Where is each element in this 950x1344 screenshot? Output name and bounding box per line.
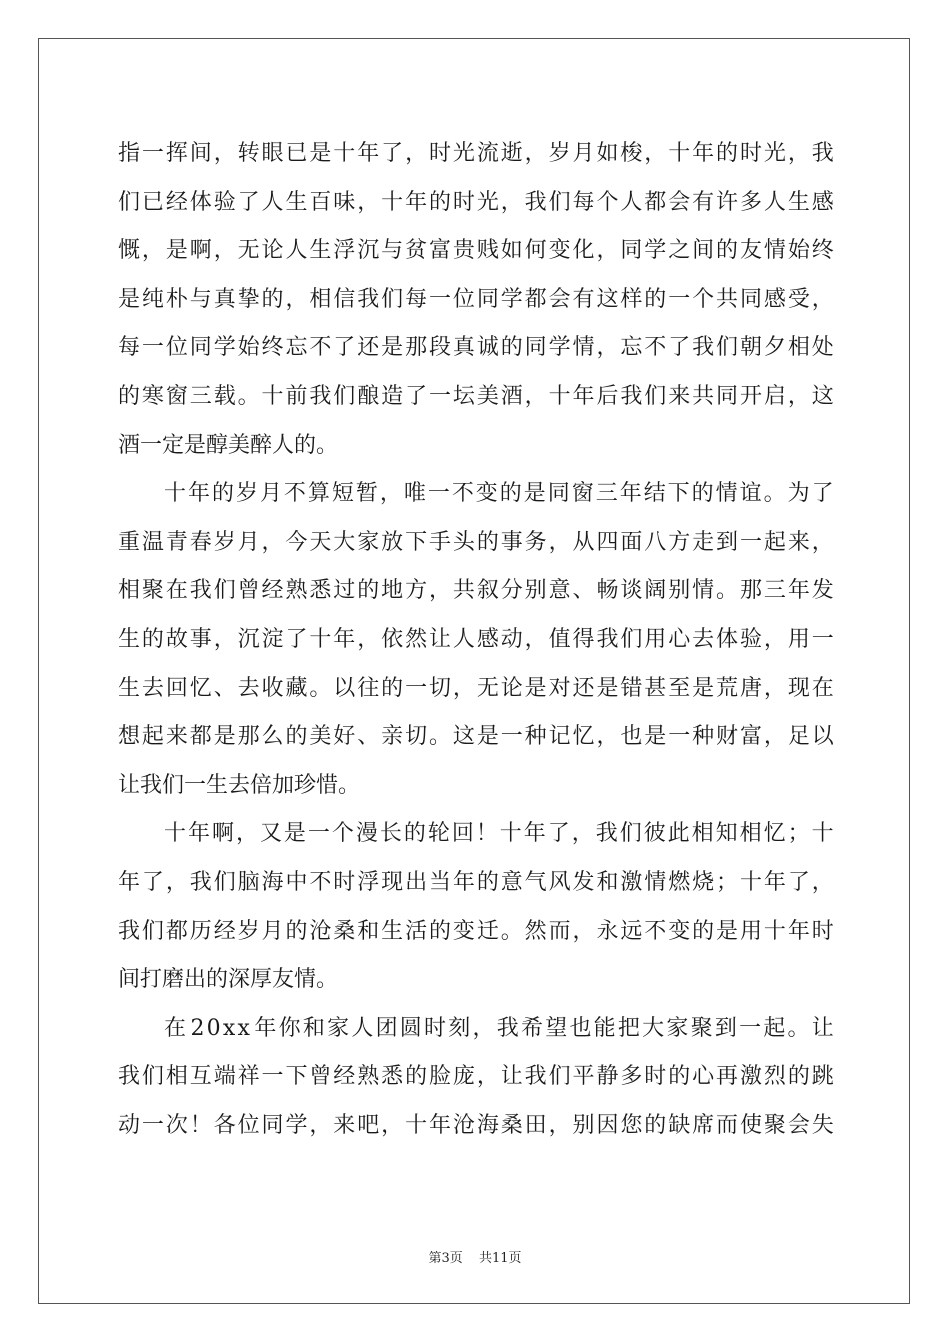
paragraph — [118, 1005, 834, 1151]
text-line: 的 寒 窗 三 载 。 十 前 我 们 酿 造 了 一 坛 美 酒 ， 十 年 后 我 们 来 共 同 开 启 ， 这 — [118, 383, 834, 409]
text-line: 在 2 0 x x 年 你 和 家 人 团 圆 时 刻 ， 我 希 望 也 能 把 大 家 聚 到 一 起 。 让 — [164, 1015, 834, 1041]
text-line: 生 的 故 事 ， 沉 淀 了 十 年 ， 依 然 让 人 感 动 ， 值 得 我 们 用 心 去 体 验 ， 用 一 — [118, 626, 834, 652]
text-line: 间打磨出的深厚友情。 — [118, 967, 339, 993]
page-number: 第3页 — [428, 1251, 463, 1266]
paragraph — [118, 470, 834, 810]
page-total: 共11页 — [478, 1251, 522, 1266]
text-line: 我 们 相 互 端 祥 一 下 曾 经 熟 悉 的 脸 庞 ， 让 我 们 平 静 多 时 的 心 再 激 烈 的 跳 — [118, 1064, 834, 1090]
text-line: 动 一 次 ！ 各 位 同 学 ， 来 吧 ， 十 年 沧 海 桑 田 ， 别 因 您 的 缺 席 而 使 聚 会 失 — [118, 1112, 834, 1138]
paragraph — [118, 130, 834, 470]
page-footer — [0, 1247, 950, 1266]
text-line: 慨 ， 是 啊 ， 无 论 人 生 浮 沉 与 贫 富 贵 贱 如 何 变 化 ， 同 学 之 间 的 友 情 始 终 — [118, 238, 834, 264]
text-line: 年 了 ， 我 们 脑 海 中 不 时 浮 现 出 当 年 的 意 气 风 发 和 激 情 燃 烧 ； 十 年 了 ， — [118, 869, 834, 895]
paragraph — [118, 810, 834, 1004]
text-line: 我 们 都 历 经 岁 月 的 沧 桑 和 生 活 的 变 迁 。 然 而 ， 永 远 不 变 的 是 用 十 年 时 — [118, 918, 834, 944]
text-line: 让我们一生去倍加珍惜。 — [118, 772, 361, 798]
text-line: 十 年 的 岁 月 不 算 短 暂 ， 唯 一 不 变 的 是 同 窗 三 年 结 下 的 情 谊 。 为 了 — [164, 481, 834, 507]
text-line: 重 温 青 春 岁 月 ， 今 天 大 家 放 下 手 头 的 事 务 ， 从 四 面 八 方 走 到 一 起 来 ， — [118, 529, 834, 555]
document-body — [118, 130, 834, 1150]
text-line: 相 聚 在 我 们 曾 经 熟 悉 过 的 地 方 ， 共 叙 分 别 意 、 畅 谈 阔 别 情 。 那 三 年 发 — [118, 578, 834, 604]
text-line: 十 年 啊 ， 又 是 一 个 漫 长 的 轮 回 ！ 十 年 了 ， 我 们 彼 此 相 知 相 忆 ； 十 — [164, 821, 834, 847]
text-line: 生 去 回 忆 、 去 收 藏 。 以 往 的 一 切 ， 无 论 是 对 还 是 错 甚 至 是 荒 唐 ， 现 在 — [118, 675, 834, 701]
text-line: 们 已 经 体 验 了 人 生 百 味 ， 十 年 的 时 光 ， 我 们 每 个 人 都 会 有 许 多 人 生 感 — [118, 189, 834, 215]
text-line: 想 起 来 都 是 那 么 的 美 好 、 亲 切 。 这 是 一 种 记 忆 ， 也 是 一 种 财 富 ， 足 以 — [118, 724, 834, 750]
text-line: 是 纯 朴 与 真 挚 的 ， 相 信 我 们 每 一 位 同 学 都 会 有 这 样 的 一 个 共 同 感 受 ， — [118, 286, 834, 312]
text-line: 指 一 挥 间 ， 转 眼 已 是 十 年 了 ， 时 光 流 逝 ， 岁 月 如 梭 ， 十 年 的 时 光 ， 我 — [118, 141, 834, 166]
text-line: 酒一定是醇美醉人的。 — [118, 432, 339, 458]
text-line: 每 一 位 同 学 始 终 忘 不 了 还 是 那 段 真 诚 的 同 学 情 ， 忘 不 了 我 们 朝 夕 相 处 — [118, 335, 834, 361]
